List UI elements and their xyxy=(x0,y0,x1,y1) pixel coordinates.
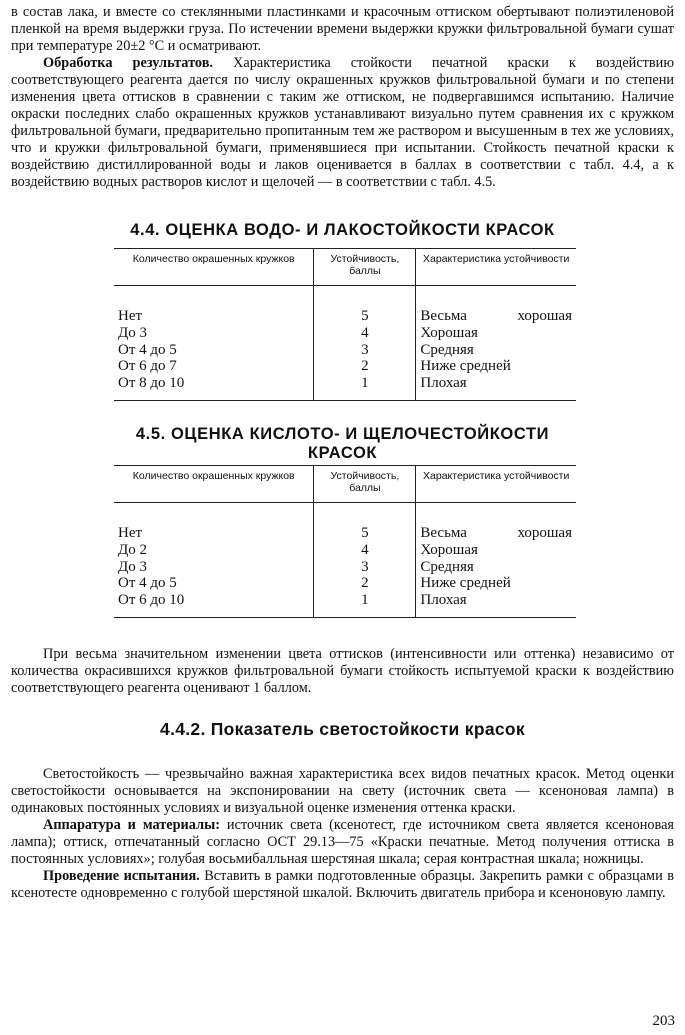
table-45-header-count: Количество окрашенных кружков xyxy=(114,465,314,502)
table-45-title-line1: 4.5. ОЦЕНКА КИСЛОТО- И ЩЕЛОЧЕСТОЙКОСТИ xyxy=(135,424,550,443)
equipment-text: источник света (ксенотест, где источником света является ксеноновая лампа); оттиск, отпечатанный согласно ОСТ 29.13—75 «Краски печатные. Метод получения оттиска в постоянных условиях»; голубая восьмибалльная шерстяная шкала; серая контрастная шкала; ножницы. xyxy=(11,816,674,867)
cell-score: 3 xyxy=(314,342,416,359)
cell-characteristic: Весьма хорошая xyxy=(420,308,572,324)
table-44 xyxy=(114,248,576,401)
table-row xyxy=(114,542,576,559)
table-row xyxy=(114,358,576,375)
cell-count: Нет xyxy=(118,524,143,541)
table-row xyxy=(114,286,576,325)
cell-count: От 6 до 10 xyxy=(114,592,314,617)
results-heading: Обработка результатов. xyxy=(43,55,213,71)
cell-count: От 4 до 5 xyxy=(118,341,177,358)
cell-score: 1 xyxy=(314,375,416,400)
table-row xyxy=(114,502,576,541)
cell-score: 2 xyxy=(314,358,416,375)
table-row xyxy=(114,575,576,592)
table-row xyxy=(114,559,576,576)
table-45-header-score: Устойчивость, баллы xyxy=(314,465,416,502)
table-44-header-characteristic: Характеристика устойчивости xyxy=(416,249,576,286)
equipment-paragraph xyxy=(11,817,674,868)
cell-characteristic: Средняя xyxy=(420,341,474,358)
cell-score: 2 xyxy=(314,575,416,592)
cell-count: До 2 xyxy=(118,541,147,558)
cell-characteristic: Средняя xyxy=(420,558,474,575)
table-45-header-characteristic: Характеристика устойчивости xyxy=(416,465,576,502)
table-45-title-line2: КРАСОК xyxy=(307,443,378,462)
equipment-heading: Аппаратура и материалы: xyxy=(43,816,221,833)
table-row xyxy=(114,375,576,400)
cell-count: До 3 xyxy=(118,324,147,341)
table-44-header-score: Устойчивость, баллы xyxy=(314,249,416,286)
cell-score: 3 xyxy=(314,559,416,576)
table-44-header-count: Количество окрашенных кружков xyxy=(114,249,314,286)
page-number: 203 xyxy=(652,1013,675,1029)
procedure-paragraph xyxy=(11,868,674,902)
table-row xyxy=(114,342,576,359)
intro-paragraph: в состав лака, и вместе со стеклянными пластинками и красочным оттиском обертывают полиэтиленовой пленкой на время выдержки груза. По истечении времени выдержки кружки фильтровальной бумаги сушат при температуре 20±2 °С и осматривают. xyxy=(11,4,674,54)
table-45 xyxy=(114,465,576,618)
cell-score: 4 xyxy=(314,542,416,559)
cell-count: Нет xyxy=(118,308,143,324)
table-44-title: 4.4. ОЦЕНКА ВОДО- И ЛАКОСТОЙКОСТИ КРАСОК xyxy=(130,221,555,239)
cell-score: 5 xyxy=(314,502,416,541)
section-title: 4.4.2. Показатель светостойкости красок xyxy=(160,718,525,739)
procedure-heading: Проведение испытания. xyxy=(43,867,200,884)
cell-count: От 6 до 7 xyxy=(118,358,177,375)
lightfastness-paragraph: Светостойкость — чрезвычайно важная характеристика всех видов печатных красок. Метод оценки светостойкости основывается на экспонировании на свету (источник света — ксеноновая лампа) в одинаковых постоянных условиях и визуальной оценке изменения оттенка краски. xyxy=(11,765,674,816)
cell-characteristic: Хорошая xyxy=(420,541,478,558)
cell-characteristic: Ниже средней xyxy=(420,358,511,375)
results-text: Характеристика стойкости печатной краски к воздействию соответствующего реагента дается по числу окрашенных кружков фильтровальной бумаги и по степени изменения цвета оттисков в сравнении с таким же оттиском, не подвергавшимся испытанию. Наличие окраски последних слабо окрашенных кружков устанавливают визуально путем сравнения их с кружком фильтровальной бумаги, предварительно пропитанным тем же раствором и высушенным в тех же условиях, что и кружки фильтровальной бумаги, применявшиеся при испытании. Стойкость печатной краски к воздействию дистиллированной воды и лаков оценивается в баллах в соответствии с табл. 4.4, а к воздействию водных растворов кислот и щелочей — в соответствии с табл. 4.5. xyxy=(11,55,674,190)
cell-score: 4 xyxy=(314,325,416,342)
cell-characteristic: Хорошая xyxy=(420,324,478,341)
cell-characteristic: Весьма хорошая xyxy=(420,524,572,541)
cell-count: До 3 xyxy=(118,558,147,575)
table-row xyxy=(114,592,576,617)
page-content xyxy=(11,4,674,902)
cell-characteristic: Ниже средней xyxy=(420,575,511,592)
cell-score: 1 xyxy=(314,592,416,617)
cell-characteristic: Плохая xyxy=(416,592,576,617)
procedure-text: Вставить в рамки подготовленные образцы. Закрепить рамки с образцами в ксенотесте одновременно с голубой шерстяной шкалой. Включить двигатель прибора и ксеноновую лампу. xyxy=(11,867,675,901)
after-tables-paragraph: При весьма значительном изменении цвета оттисков (интенсивности или оттенка) независимо от количества окрасившихся кружков фильтровальной бумаги стойкость испытуемой краски к воздействию соответствующего реагента оценивают 1 баллом. xyxy=(11,645,674,696)
table-row xyxy=(114,325,576,342)
table-45-title xyxy=(11,425,674,463)
cell-score: 5 xyxy=(314,286,416,325)
cell-characteristic: Плохая xyxy=(416,375,576,400)
cell-count: От 4 до 5 xyxy=(118,575,177,592)
cell-count: От 8 до 10 xyxy=(114,375,314,400)
results-paragraph xyxy=(11,55,674,191)
